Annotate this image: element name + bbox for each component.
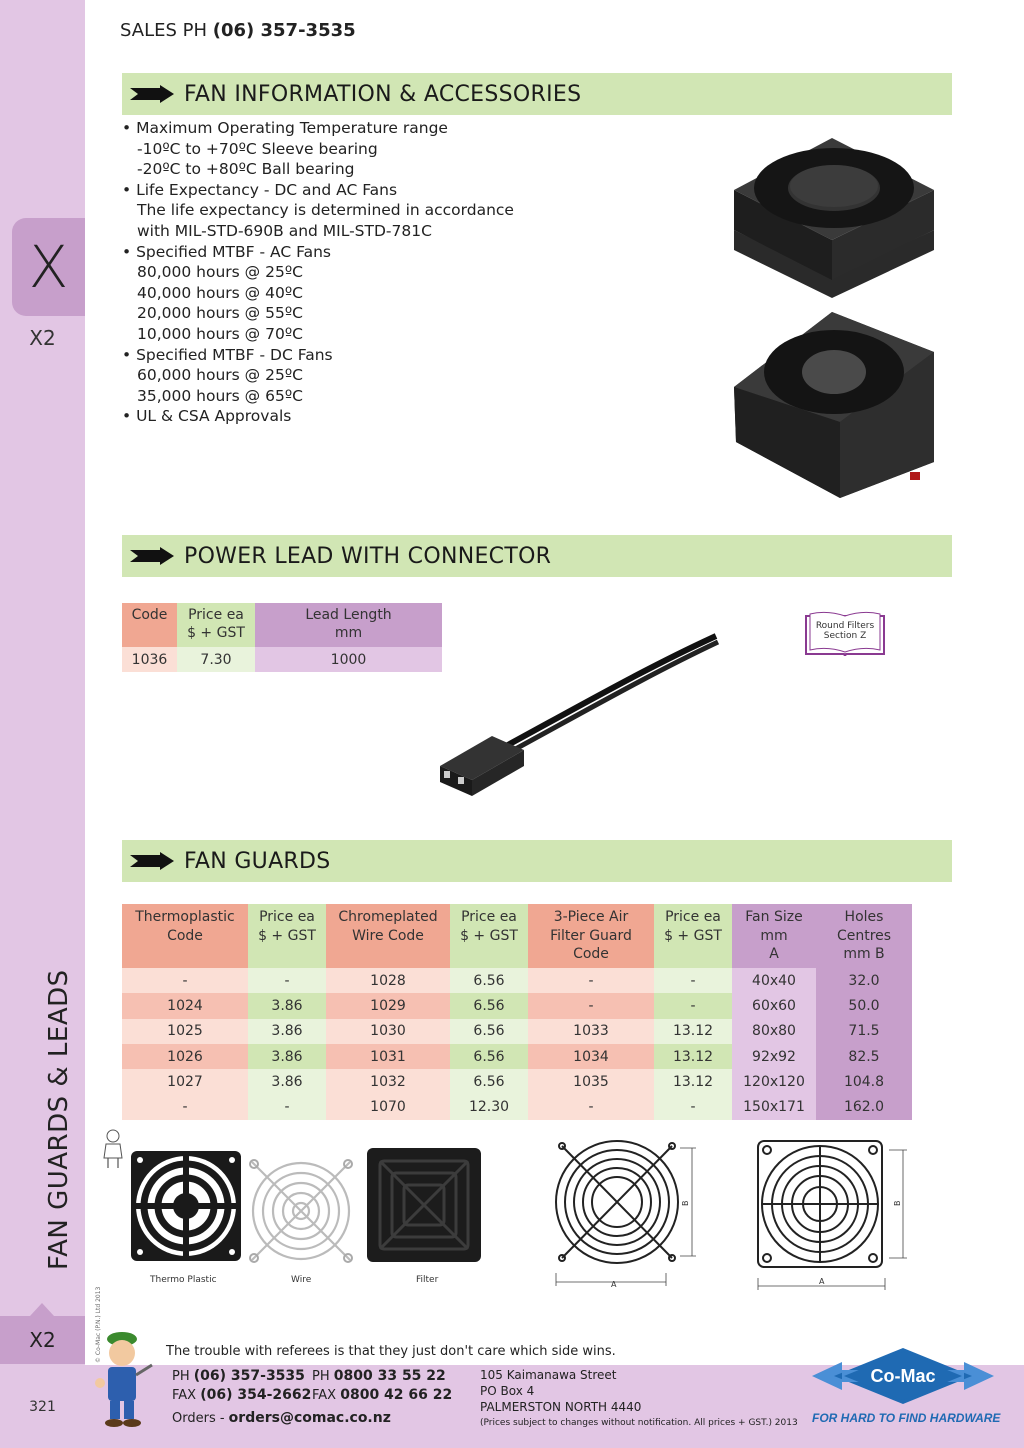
arrow-icon [130,852,174,870]
table-cell: - [654,968,732,993]
section-tab[interactable] [12,218,85,316]
arrow-icon [130,547,174,565]
ph2-number: 0800 33 55 22 [333,1368,446,1384]
table-cell: 71.5 [816,1019,912,1044]
section-tab-letter: X [28,233,69,301]
table-row [122,968,912,993]
fax2-label: FAX [312,1388,341,1403]
list-item: 20,000 hours @ 55ºC [137,304,303,323]
thermo-guard-diagram [755,1138,915,1292]
table-cell: 1026 [122,1044,248,1069]
list-item: • Specified MTBF - DC Fans [122,345,333,364]
orders-email-link[interactable]: orders@comac.co.nz [228,1410,391,1426]
table-cell: - [528,968,654,993]
column-header: 3-Piece Air Filter Guard Code [528,904,654,968]
list-item: • Life Expectancy - DC and AC Fans [122,180,398,199]
round-filters-line2: Section Z [823,631,867,641]
section-title: FAN GUARDS [184,848,331,874]
list-item: • Specified MTBF - AC Fans [122,242,331,261]
table-cell: 6.56 [450,1069,528,1094]
filter-caption: Filter [416,1275,439,1285]
column-header: Price ea $ + GST [248,904,326,968]
vertical-section-title: FAN GUARDS & LEADS [44,969,74,1270]
section-sub-code: X2 [29,326,56,350]
table-cell: 92x92 [732,1044,816,1069]
table-cell: 13.12 [654,1044,732,1069]
list-item: 60,000 hours @ 25ºC [137,366,303,385]
mascot-sketch-icon [100,1128,126,1170]
table-cell: 1034 [528,1044,654,1069]
table-cell: 32.0 [816,968,912,993]
table-cell: 40x40 [732,968,816,993]
ph-label: PH [172,1369,194,1384]
list-item: -20ºC to +80ºC Ball bearing [137,160,355,179]
table-cell: - [248,968,326,993]
table-cell: 13.12 [654,1019,732,1044]
section-header-fan-info [122,73,952,115]
comac-logo[interactable] [812,1346,994,1408]
footer-fax-freephone [312,1387,452,1403]
footer-address [480,1367,798,1431]
table-row [122,993,912,1018]
table-cell: - [122,1094,248,1119]
table-cell: 1070 [326,1094,450,1119]
column-header: Holes Centres mm B [816,904,912,968]
table-cell: 3.86 [248,1069,326,1094]
table-cell: 1024 [122,993,248,1018]
section-title: FAN INFORMATION & ACCESSORIES [184,81,582,107]
copyright: © Co-Mac (P.N.) Ltd 2013 [95,1286,102,1363]
table-row [122,647,442,672]
filter-guard-image [366,1147,482,1263]
table-cell: 150x171 [732,1094,816,1119]
sales-phone: (06) 357-3535 [212,20,356,41]
ph2-label: PH [312,1369,334,1384]
table-cell: 1032 [326,1069,450,1094]
orders-label: Orders - [172,1411,229,1426]
logo-text: Co-Mac [870,1366,936,1386]
column-header: Fan Size mm A [732,904,816,968]
section-title: POWER LEAD WITH CONNECTOR [184,543,552,569]
footer-phone-freephone [312,1368,446,1384]
table-cell: 6.56 [450,968,528,993]
mascot-icon [92,1325,158,1429]
sales-label: SALES PH [120,20,213,41]
table-cell: 6.56 [450,993,528,1018]
fan-deep-image [730,312,936,500]
page-number: 321 [0,1365,85,1448]
table-cell: 1029 [326,993,450,1018]
list-item: • Maximum Operating Temperature range [122,119,448,137]
thermoplastic-guard-image [130,1150,242,1262]
list-item: with MIL-STD-690B and MIL-STD-781C [137,221,432,240]
footer-phone [172,1368,305,1384]
table-row [122,1019,912,1044]
table-cell: 1030 [326,1019,450,1044]
power-lead-table [122,603,442,672]
footer-quote: The trouble with referees is that they just don't care which side wins. [166,1344,616,1359]
table-cell: 104.8 [816,1069,912,1094]
wire-caption: Wire [291,1275,312,1285]
table-cell: 50.0 [816,993,912,1018]
thermo-caption: Thermo Plastic [150,1275,217,1285]
list-item: 40,000 hours @ 40ºC [137,283,303,302]
table-cell: 6.56 [450,1044,528,1069]
column-header: Code [122,603,177,647]
tab-notch [30,1303,54,1316]
column-header: Thermoplastic Code [122,904,248,968]
table-cell: 1027 [122,1069,248,1094]
address-line: PALMERSTON NORTH 4440 [480,1400,642,1414]
table-cell: - [654,1094,732,1119]
table-cell: 82.5 [816,1044,912,1069]
dim-b-label: B [893,1200,902,1206]
footer-fax [172,1387,311,1403]
fax2-number: 0800 42 66 22 [340,1387,453,1403]
list-item: 10,000 hours @ 70ºC [137,324,303,343]
wire-guard-image [246,1156,356,1266]
table-cell: - [122,968,248,993]
table-cell: - [528,1094,654,1119]
ph-number: (06) 357-3535 [193,1368,305,1384]
table-cell: 13.12 [654,1069,732,1094]
address-line: PO Box 4 [480,1384,535,1398]
column-header: Price ea $ + GST [177,603,255,647]
table-cell: 6.56 [450,1019,528,1044]
table-cell: - [654,993,732,1018]
sales-phone-header [120,20,356,41]
table-cell: 1000 [255,647,442,672]
wire-guard-diagram [550,1138,700,1292]
section-header-power-lead [122,535,952,577]
list-item: 80,000 hours @ 25ºC [137,263,303,282]
table-cell: 1036 [122,647,177,672]
list-item: 35,000 hours @ 65ºC [137,386,303,405]
table-cell: - [248,1094,326,1119]
table-cell: 3.86 [248,1044,326,1069]
fan-guards-table [122,904,912,1120]
dim-a-label: A [819,1277,825,1286]
round-filters-line1: Round Filters [815,621,875,631]
table-cell: 12.30 [450,1094,528,1119]
table-cell: 1025 [122,1019,248,1044]
fan-info-list [122,118,514,427]
table-cell: 7.30 [177,647,255,672]
fax-label: FAX [172,1388,201,1403]
column-header: Price ea $ + GST [450,904,528,968]
dim-a-label: A [611,1280,617,1289]
column-header: Lead Length mm [255,603,442,647]
table-cell: 1033 [528,1019,654,1044]
table-cell: 80x80 [732,1019,816,1044]
table-cell: 3.86 [248,1019,326,1044]
section-header-fan-guards [122,840,952,882]
table-row [122,1069,912,1094]
list-item: -10ºC to +70ºC Sleeve bearing [137,139,378,158]
table-cell: 1031 [326,1044,450,1069]
bottom-section-code: X2 [0,1316,85,1364]
footer-orders [172,1410,391,1426]
power-lead-image [436,628,720,798]
table-cell: - [528,993,654,1018]
brand-tagline: FOR HARD TO FIND HARDWARE [812,1411,1001,1425]
fax-number: (06) 354-2662 [200,1387,312,1403]
table-cell: 60x60 [732,993,816,1018]
column-header: Chromeplated Wire Code [326,904,450,968]
table-cell: 1028 [326,968,450,993]
price-disclaimer: (Prices subject to changes without notification. All prices + GST.) 2013 [480,1418,798,1428]
table-cell: 3.86 [248,993,326,1018]
table-cell: 1035 [528,1069,654,1094]
address-line: 105 Kaimanawa Street [480,1368,617,1382]
table-cell: 120x120 [732,1069,816,1094]
table-cell: 162.0 [816,1094,912,1119]
round-filters-book-icon[interactable] [804,610,886,656]
list-item: The life expectancy is determined in accordance [137,201,514,220]
table-row [122,1044,912,1069]
fan-slim-image [722,130,936,300]
dim-b-label: B [681,1200,690,1206]
table-row [122,1094,912,1119]
column-header: Price ea $ + GST [654,904,732,968]
arrow-icon [130,85,174,103]
list-item: • UL & CSA Approvals [122,407,292,426]
